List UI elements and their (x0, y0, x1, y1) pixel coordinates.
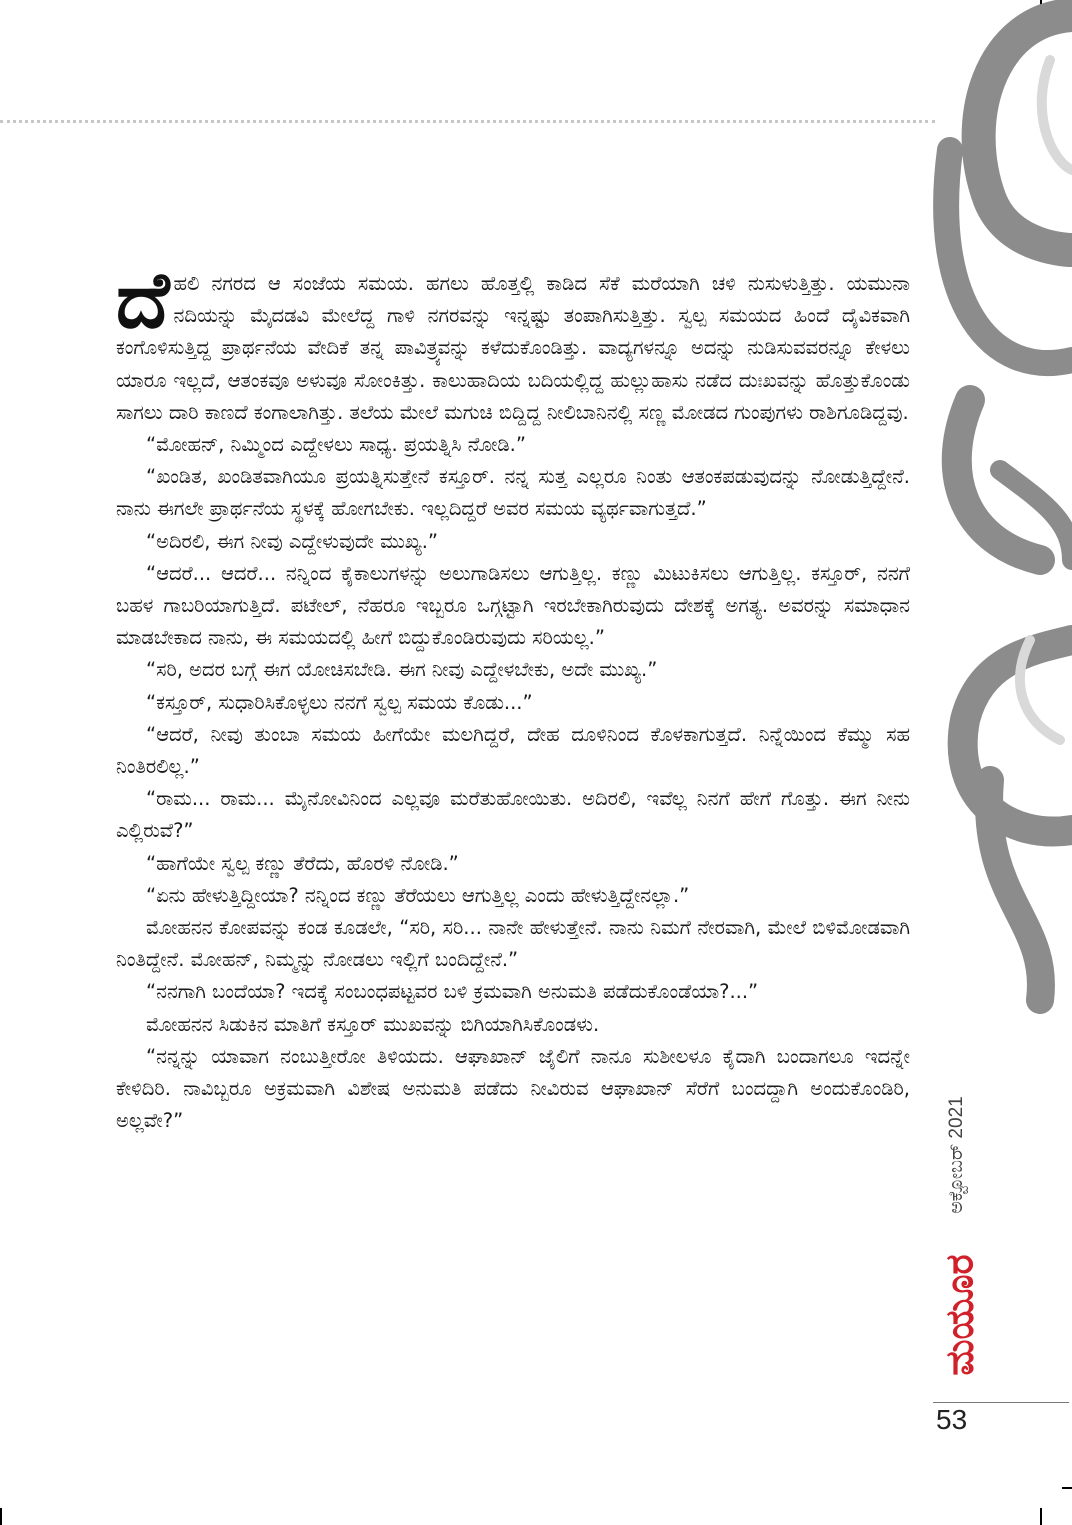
article-paragraph: “ಆದರೆ... ಆದರೆ... ನನ್ನಿಂದ ಕೈಕಾಲುಗಳನ್ನು ಅಲುಗಾಡಿಸಲು ಆಗುತ್ತಿಲ್ಲ. ಕಣ್ಣು ಮಿಟುಕಿಸಲು ಆಗುತ್ತಿಲ್ಲ. ಕಸ್ತೂರ್, ನನಗೆ ಬಹಳ ಗಾಬರಿಯಾಗುತ್ತಿದೆ. ಪಟೇಲ್, ನೆಹರೂ ಇಬ್ಬರೂ ಒಗ್ಗಟ್ಟಾಗಿ ಇರಬೇಕಾಗಿರುವುದು ದೇಶಕ್ಕೆ ಅಗತ್ಯ. ಅವರನ್ನು ಸಮಾಧಾನ ಮಾಡಬೇಕಾದ ನಾನು, ಈ ಸಮಯದಲ್ಲಿ ಹೀಗೆ ಬಿದ್ದುಕೊಂಡಿರುವುದು ಸರಿಯಲ್ಲ.” (116, 561, 910, 650)
article-paragraph: “ಸರಿ, ಅದರ ಬಗ್ಗೆ ಈಗ ಯೋಚಿಸಬೇಡಿ. ಈಗ ನೀವು ಎದ್ದೇಳಬೇಕು, ಅದೇ ಮುಖ್ಯ.” (146, 658, 658, 682)
crop-mark (1040, 1508, 1042, 1525)
article-paragraph: “ಆದರೆ, ನೀವು ತುಂಬಾ ಸಮಯ ಹೀಗೆಯೇ ಮಲಗಿದ್ದರೆ, ದೇಹ ದೂಳಿನಿಂದ ಕೊಳಕಾಗುತ್ತದೆ. ನಿನ್ನೆಯಿಂದ ಕೆಮ್ಮು ಸಹ ನಿಂತಿರಲಿಲ್ಲ.” (116, 722, 910, 779)
decorative-title-art (930, 0, 1072, 1045)
article-paragraph: “ಖಂಡಿತ, ಖಂಡಿತವಾಗಿಯೂ ಪ್ರಯತ್ನಿಸುತ್ತೇನೆ ಕಸ್ತೂರ್. ನನ್ನ ಸುತ್ತ ಎಲ್ಲರೂ ನಿಂತು ಆತಂಕಪಡುವುದನ್ನು ನೋಡುತ್ತಿದ್ದೇನೆ. ನಾನು ಈಗಲೇ ಪ್ರಾರ್ಥನೆಯ ಸ್ಥಳಕ್ಕೆ ಹೋಗಬೇಕು. ಇಲ್ಲದಿದ್ದರೆ ಅವರ ಸಮಯ ವ್ಯರ್ಥವಾಗುತ್ತದೆ.” (116, 465, 910, 521)
article-paragraph: ಮೋಹನನ ಸಿಡುಕಿನ ಮಾತಿಗೆ ಕಸ್ತೂರ್ ಮುಖವನ್ನು ಬಿಗಿಯಾಗಿಸಿಕೊಂಡಳು. (146, 1012, 600, 1036)
dotted-separator (0, 120, 935, 123)
article-paragraph: “ಮೋಹನ್, ನಿಮ್ಮಿಂದ ಎದ್ದೇಳಲು ಸಾಧ್ಯ. ಪ್ರಯತ್ನಿಸಿ ನೋಡಿ.” (146, 433, 526, 457)
magazine-name: ಮಯೂರ (937, 1254, 982, 1376)
article-paragraph: “ನನ್ನನ್ನು ಯಾವಾಗ ನಂಬುತ್ತೀರೋ ತಿಳಿಯದು. ಆಘಾಖಾನ್ ಜೈಲಿಗೆ ನಾನೂ ಸುಶೀಲಳೂ ಕೈದಾಗಿ ಬಂದಾಗಲೂ ಇದನ್ನೇ ಕೇಳಿದಿರಿ. ನಾವಿಬ್ಬರೂ ಅಕ್ರಮವಾಗಿ ವಿಶೇಷ ಅನುಮತಿ ಪಡೆದು ನೀವಿರುವ ಆಘಾಖಾನ್ ಸೆರೆಗೆ ಬಂದದ್ದಾಗಿ ಅಂದುಕೊಂಡಿರಿ, ಅಲ್ಲವೇ?” (116, 1044, 910, 1133)
crop-mark (0, 1508, 2, 1525)
footer-rule (933, 1402, 1069, 1403)
drop-cap: ದೆ (116, 256, 170, 346)
article-paragraph: “ಕಸ್ತೂರ್, ಸುಧಾರಿಸಿಕೊಳ್ಳಲು ನನಗೆ ಸ್ವಲ್ಪ ಸಮಯ ಕೊಡು...” (146, 690, 533, 714)
article-body (116, 256, 910, 1137)
article-paragraph: “ಹಾಗೆಯೇ ಸ್ವಲ್ಪ ಕಣ್ಣು ತೆರೆದು, ಹೊರಳಿ ನೋಡಿ.” (146, 851, 459, 875)
article-paragraph: ಮೋಹನನ ಕೋಪವನ್ನು ಕಂಡ ಕೂಡಲೇ, “ಸರಿ, ಸರಿ... ನಾನೇ ಹೇಳುತ್ತೇನೆ. ನಾನು ನಿಮಗೆ ನೇರವಾಗಿ, ಮೇಲೆ ಬಿಳಿಮೋಡವಾಗಿ ನಿಂತಿದ್ದೇನೆ. ಮೋಹನ್, ನಿಮ್ಮನ್ನು ನೋಡಲು ಇಲ್ಲಿಗೆ ಬಂದಿದ್ದೇನೆ.” (116, 916, 910, 972)
article-paragraph: “ಅದಿರಲಿ, ಈಗ ನೀವು ಎದ್ದೇಳುವುದೇ ಮುಖ್ಯ.” (146, 529, 439, 553)
issue-date: ಅಕ್ಟೋಬರ್ 2021 (946, 1096, 967, 1214)
article-paragraph: “ರಾಮ... ರಾಮ... ಮೈನೋವಿನಿಂದ ಎಲ್ಲವೂ ಮರೆತುಹೋಯಿತು. ಅದಿರಲಿ, ಇವೆಲ್ಲ ನಿನಗೆ ಹೇಗೆ ಗೊತ್ತು. ಈಗ ನೀನು ಎಲ್ಲಿರುವೆ?” (116, 787, 910, 843)
crop-mark (1062, 1487, 1072, 1489)
article-paragraph: “ಏನು ಹೇಳುತ್ತಿದ್ದೀಯಾ? ನನ್ನಿಂದ ಕಣ್ಣು ತೆರೆಯಲು ಆಗುತ್ತಿಲ್ಲ ಎಂದು ಹೇಳುತ್ತಿದ್ದೇನಲ್ಲಾ.” (146, 883, 690, 907)
article-paragraph: “ನನಗಾಗಿ ಬಂದೆಯಾ? ಇದಕ್ಕೆ ಸಂಬಂಧಪಟ್ಟವರ ಬಳಿ ಕ್ರಮವಾಗಿ ಅನುಮತಿ ಪಡೆದುಕೊಂಡೆಯಾ?...” (146, 980, 759, 1004)
article-paragraph: ದೆಹಲಿ ನಗರದ ಆ ಸಂಜೆಯ ಸಮಯ. ಹಗಲು ಹೊತ್ತಲ್ಲಿ ಕಾಡಿದ ಸೆಕೆ ಮರೆಯಾಗಿ ಚಳಿ ನುಸುಳುತ್ತಿತ್ತು. ಯಮುನಾ ನದಿಯನ್ನು ಮೈದಡವಿ ಮೇಲೆದ್ದ ಗಾಳಿ ನಗರವನ್ನು ಇನ್ನಷ್ಟು ತಂಪಾಗಿಸುತ್ತಿತ್ತು. ಸ್ವಲ್ಪ ಸಮಯದ ಹಿಂದೆ ದೈವಿಕವಾಗಿ ಕಂಗೊಳಿಸುತ್ತಿದ್ದ ಪ್ರಾರ್ಥನೆಯ ವೇದಿಕೆ ತನ್ನ ಪಾವಿತ್ರ್ಯವನ್ನು ಕಳೆದುಕೊಂಡಿತ್ತು. ವಾದ್ಯಗಳನ್ನೂ ಅದನ್ನು ನುಡಿಸುವವರನ್ನೂ ಕೇಳಲು ಯಾರೂ ಇಲ್ಲದೆ, ಆತಂಕವೂ ಅಳುವೂ ಸೋಂಕಿತ್ತು. ಕಾಲುಹಾದಿಯ ಬದಿಯಲ್ಲಿದ್ದ ಹುಲ್ಲುಹಾಸು ನಡೆದ ದುಃಖವನ್ನು ಹೊತ್ತುಕೊಂಡು ಸಾಗಲು ದಾರಿ ಕಾಣದೆ ಕಂಗಾಲಾಗಿತ್ತು. ತಲೆಯ ಮೇಲೆ ಮಗುಚಿ ಬಿದ್ದಿದ್ದ ನೀಲಿಬಾನಿನಲ್ಲಿ ಸಣ್ಣ ಮೋಡದ ಗುಂಪುಗಳು ರಾಶಿಗೂಡಿದ್ದವು. (116, 256, 910, 424)
page-number: 53 (936, 1404, 968, 1435)
